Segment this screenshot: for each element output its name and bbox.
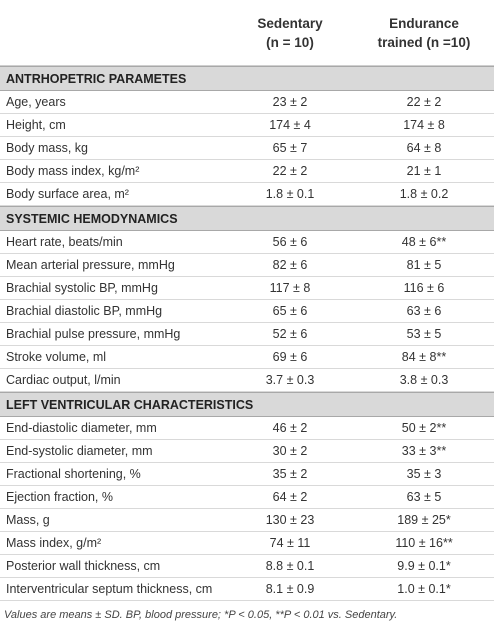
sedentary-value: 82 ± 6 (272, 258, 308, 272)
sedentary-value: 65 ± 7 (272, 141, 308, 155)
trained-value: 53 ± 5 (406, 327, 442, 341)
trained-value: 116 ± 6 (403, 281, 445, 295)
trained-value: 81 ± 5 (406, 258, 442, 272)
table-row (0, 578, 494, 601)
row-label: Posterior wall thickness, cm (6, 559, 161, 573)
trained-value: 1.0 ± 0.1* (397, 582, 451, 596)
trained-value: 1.8 ± 0.2 (399, 187, 449, 201)
table-row (0, 160, 494, 183)
sedentary-value: 35 ± 2 (272, 467, 308, 481)
trained-value: 174 ± 8 (403, 118, 445, 132)
trained-value: 64 ± 8 (406, 141, 442, 155)
table-row (0, 137, 494, 160)
section-header: LEFT VENTRICULAR CHARACTERISTICS (0, 392, 494, 417)
trained-value: 35 ± 3 (406, 467, 442, 481)
trained-value: 33 ± 3** (401, 444, 447, 458)
row-label: Stroke volume, ml (6, 350, 107, 364)
row-label: Cardiac output, l/min (6, 373, 121, 387)
trained-value: 21 ± 1 (406, 164, 442, 178)
sedentary-value: 23 ± 2 (272, 95, 308, 109)
row-label: Brachial pulse pressure, mmHg (6, 327, 181, 341)
sedentary-value: 8.1 ± 0.9 (265, 582, 315, 596)
row-label: Fractional shortening, % (6, 467, 141, 481)
row-label: Body surface area, m² (6, 187, 129, 201)
table-row (0, 346, 494, 369)
sedentary-value: 22 ± 2 (272, 164, 308, 178)
row-label: Age, years (6, 95, 66, 109)
table-body (0, 66, 494, 601)
table-row (0, 114, 494, 137)
row-label: Heart rate, beats/min (6, 235, 123, 249)
row-label: Body mass, kg (6, 141, 88, 155)
sedentary-value: 46 ± 2 (272, 421, 308, 435)
trained-value: 63 ± 5 (406, 490, 442, 504)
row-label: Ejection fraction, % (6, 490, 113, 504)
table-row (0, 532, 494, 555)
header-sedentary (226, 14, 354, 52)
sedentary-value: 64 ± 2 (272, 490, 308, 504)
trained-value: 48 ± 6** (401, 235, 447, 249)
trained-value: 50 ± 2** (401, 421, 447, 435)
row-label: Brachial diastolic BP, mmHg (6, 304, 163, 318)
header-trained-title: Endurance (389, 15, 459, 31)
table-row (0, 463, 494, 486)
table-row (0, 183, 494, 206)
table-header (0, 0, 494, 66)
sedentary-value: 130 ± 23 (265, 513, 315, 527)
trained-value: 9.9 ± 0.1* (397, 559, 451, 573)
row-label: Mean arterial pressure, mmHg (6, 258, 175, 272)
row-label: Body mass index, kg/m² (6, 164, 140, 178)
sedentary-value: 74 ± 11 (269, 536, 311, 550)
sedentary-value: 8.8 ± 0.1 (265, 559, 315, 573)
table-row (0, 369, 494, 392)
table-row (0, 509, 494, 532)
sedentary-value: 1.8 ± 0.1 (265, 187, 315, 201)
sedentary-value: 56 ± 6 (272, 235, 308, 249)
sedentary-value: 69 ± 6 (272, 350, 308, 364)
table-row (0, 440, 494, 463)
table-footnote: Values are means ± SD. BP, blood pressure; *P < 0.05, **P < 0.01 vs. Sedentary. (4, 609, 398, 621)
sedentary-value: 52 ± 6 (272, 327, 308, 341)
trained-value: 22 ± 2 (406, 95, 442, 109)
table-row (0, 254, 494, 277)
header-trained (354, 14, 494, 52)
sedentary-value: 174 ± 4 (269, 118, 311, 132)
trained-value: 3.8 ± 0.3 (399, 373, 449, 387)
row-label: Interventricular septum thickness, cm (6, 582, 213, 596)
header-sedentary-n: (n = 10) (266, 34, 314, 50)
trained-value: 63 ± 6 (406, 304, 442, 318)
table-row (0, 417, 494, 440)
sedentary-value: 3.7 ± 0.3 (265, 373, 315, 387)
trained-value: 110 ± 16** (395, 536, 453, 550)
row-label: Mass, g (6, 513, 50, 527)
row-label: Brachial systolic BP, mmHg (6, 281, 158, 295)
row-label: Mass index, g/m² (6, 536, 102, 550)
sedentary-value: 117 ± 8 (269, 281, 311, 295)
row-label: Height, cm (6, 118, 66, 132)
section-header: SYSTEMIC HEMODYNAMICS (0, 206, 494, 231)
table-row (0, 486, 494, 509)
sedentary-value: 30 ± 2 (272, 444, 308, 458)
header-sedentary-title: Sedentary (257, 15, 323, 31)
table-row (0, 323, 494, 346)
sedentary-value: 65 ± 6 (272, 304, 308, 318)
header-trained-n: trained (n =10) (377, 34, 471, 50)
table-row (0, 277, 494, 300)
table-row (0, 300, 494, 323)
trained-value: 84 ± 8** (401, 350, 447, 364)
table-row (0, 91, 494, 114)
row-label: End-diastolic diameter, mm (6, 421, 157, 435)
table-row (0, 231, 494, 254)
trained-value: 189 ± 25* (397, 513, 451, 527)
table-row (0, 555, 494, 578)
section-header: ANTRHOPETRIC PARAMETES (0, 66, 494, 91)
row-label: End-systolic diameter, mm (6, 444, 153, 458)
